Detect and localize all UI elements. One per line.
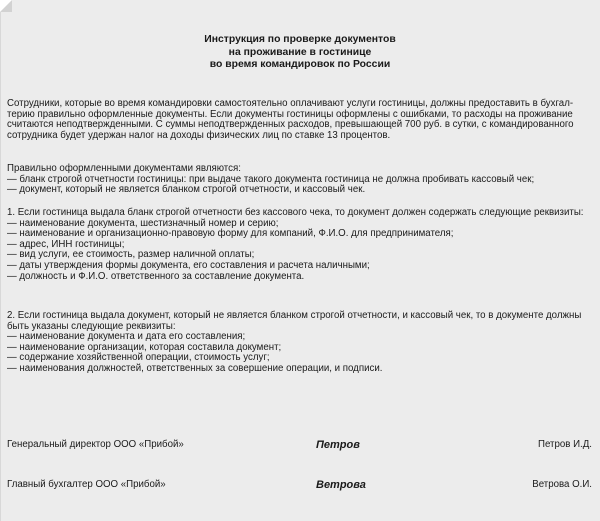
list-item: — наименование документа и дата его составления; bbox=[7, 331, 246, 343]
signature-role: Главный бухгалтер ООО «Прибой» bbox=[7, 479, 166, 490]
signature-row-director bbox=[7, 438, 592, 452]
section-heading: 2. Если гостиница выдала документ, который не является бланком строгой отчетности, и кассовый чек, то в документе должны bbox=[7, 310, 582, 321]
section-1 bbox=[7, 208, 597, 282]
title-line: Инструкция по проверке документов bbox=[204, 34, 396, 45]
list-item: — вид услуги, ее стоимость, размер наличной оплаты; bbox=[7, 249, 255, 261]
list-item: — адрес, ИНН гостиницы; bbox=[7, 238, 125, 250]
list-item: — содержание хозяйственной операции, стоимость услуг; bbox=[7, 352, 270, 364]
signature-row-accountant bbox=[7, 478, 592, 492]
intro-paragraph bbox=[7, 99, 597, 141]
list-item: — документ, который не является бланком строгой отчетности, и кассовый чек. bbox=[7, 184, 366, 196]
signature-role: Генеральный директор ООО «Прибой» bbox=[7, 439, 184, 450]
text-line: терию правильно оформленные документы. Если документы гостиницы оформлены с ошибками, то расходы на проживание bbox=[7, 108, 573, 120]
list-item: — наименования должностей, ответственных за совершение операции, и подписи. bbox=[7, 362, 383, 374]
section-2 bbox=[7, 311, 597, 375]
text-line: Сотрудники, которые во время командировки самостоятельно оплачивают услуги гостиницы, должны предоставить в бухгал- bbox=[7, 98, 574, 109]
list-item: — даты утверждения формы документа, его составления и расчета наличными; bbox=[7, 259, 370, 271]
section-heading: 1. Если гостиница выдала бланк строгой отчетности без кассового чека, то документ должен содержать следующие реквизиты: bbox=[7, 207, 584, 218]
title-line: на проживание в гостинице bbox=[228, 46, 372, 58]
handwritten-signature: Петров bbox=[316, 439, 360, 451]
list-item: — должность и Ф.И.О. ответственного за составление документа. bbox=[7, 270, 305, 282]
section-heading: быть указаны следующие реквизиты: bbox=[7, 320, 176, 332]
text-line: считаются неподтвержденными. С суммы неподтвержденных расходов, превышающей 700 руб. в сутки, с командированного bbox=[7, 119, 574, 131]
signatory-name: Петров И.Д. bbox=[538, 439, 592, 450]
folded-corner bbox=[0, 0, 12, 12]
list-item: — наименование документа, шестизначный номер и серию; bbox=[7, 217, 279, 229]
list-item: — бланк строгой отчетности гостиницы: при выдаче такого документа гостиница не должна пробивать кассовый чек; bbox=[7, 173, 535, 185]
sheet-edge bbox=[0, 12, 1, 521]
handwritten-signature: Ветрова bbox=[316, 479, 366, 491]
title-line: во время командировок по России bbox=[209, 59, 391, 71]
document-title bbox=[0, 34, 600, 72]
list-item: — наименование и организационно-правовую форму для компаний, Ф.И.О. для предпринимателя; bbox=[7, 228, 454, 240]
list-heading: Правильно оформленными документами являются: bbox=[7, 163, 241, 174]
signatory-name: Ветрова О.И. bbox=[532, 479, 592, 490]
text-line: сотрудника будет удержан налог на доходы физических лиц по ставке 13 процентов. bbox=[7, 129, 391, 141]
list-item: — наименование организации, которая составила документ; bbox=[7, 341, 282, 353]
proper-documents-list bbox=[7, 164, 597, 196]
